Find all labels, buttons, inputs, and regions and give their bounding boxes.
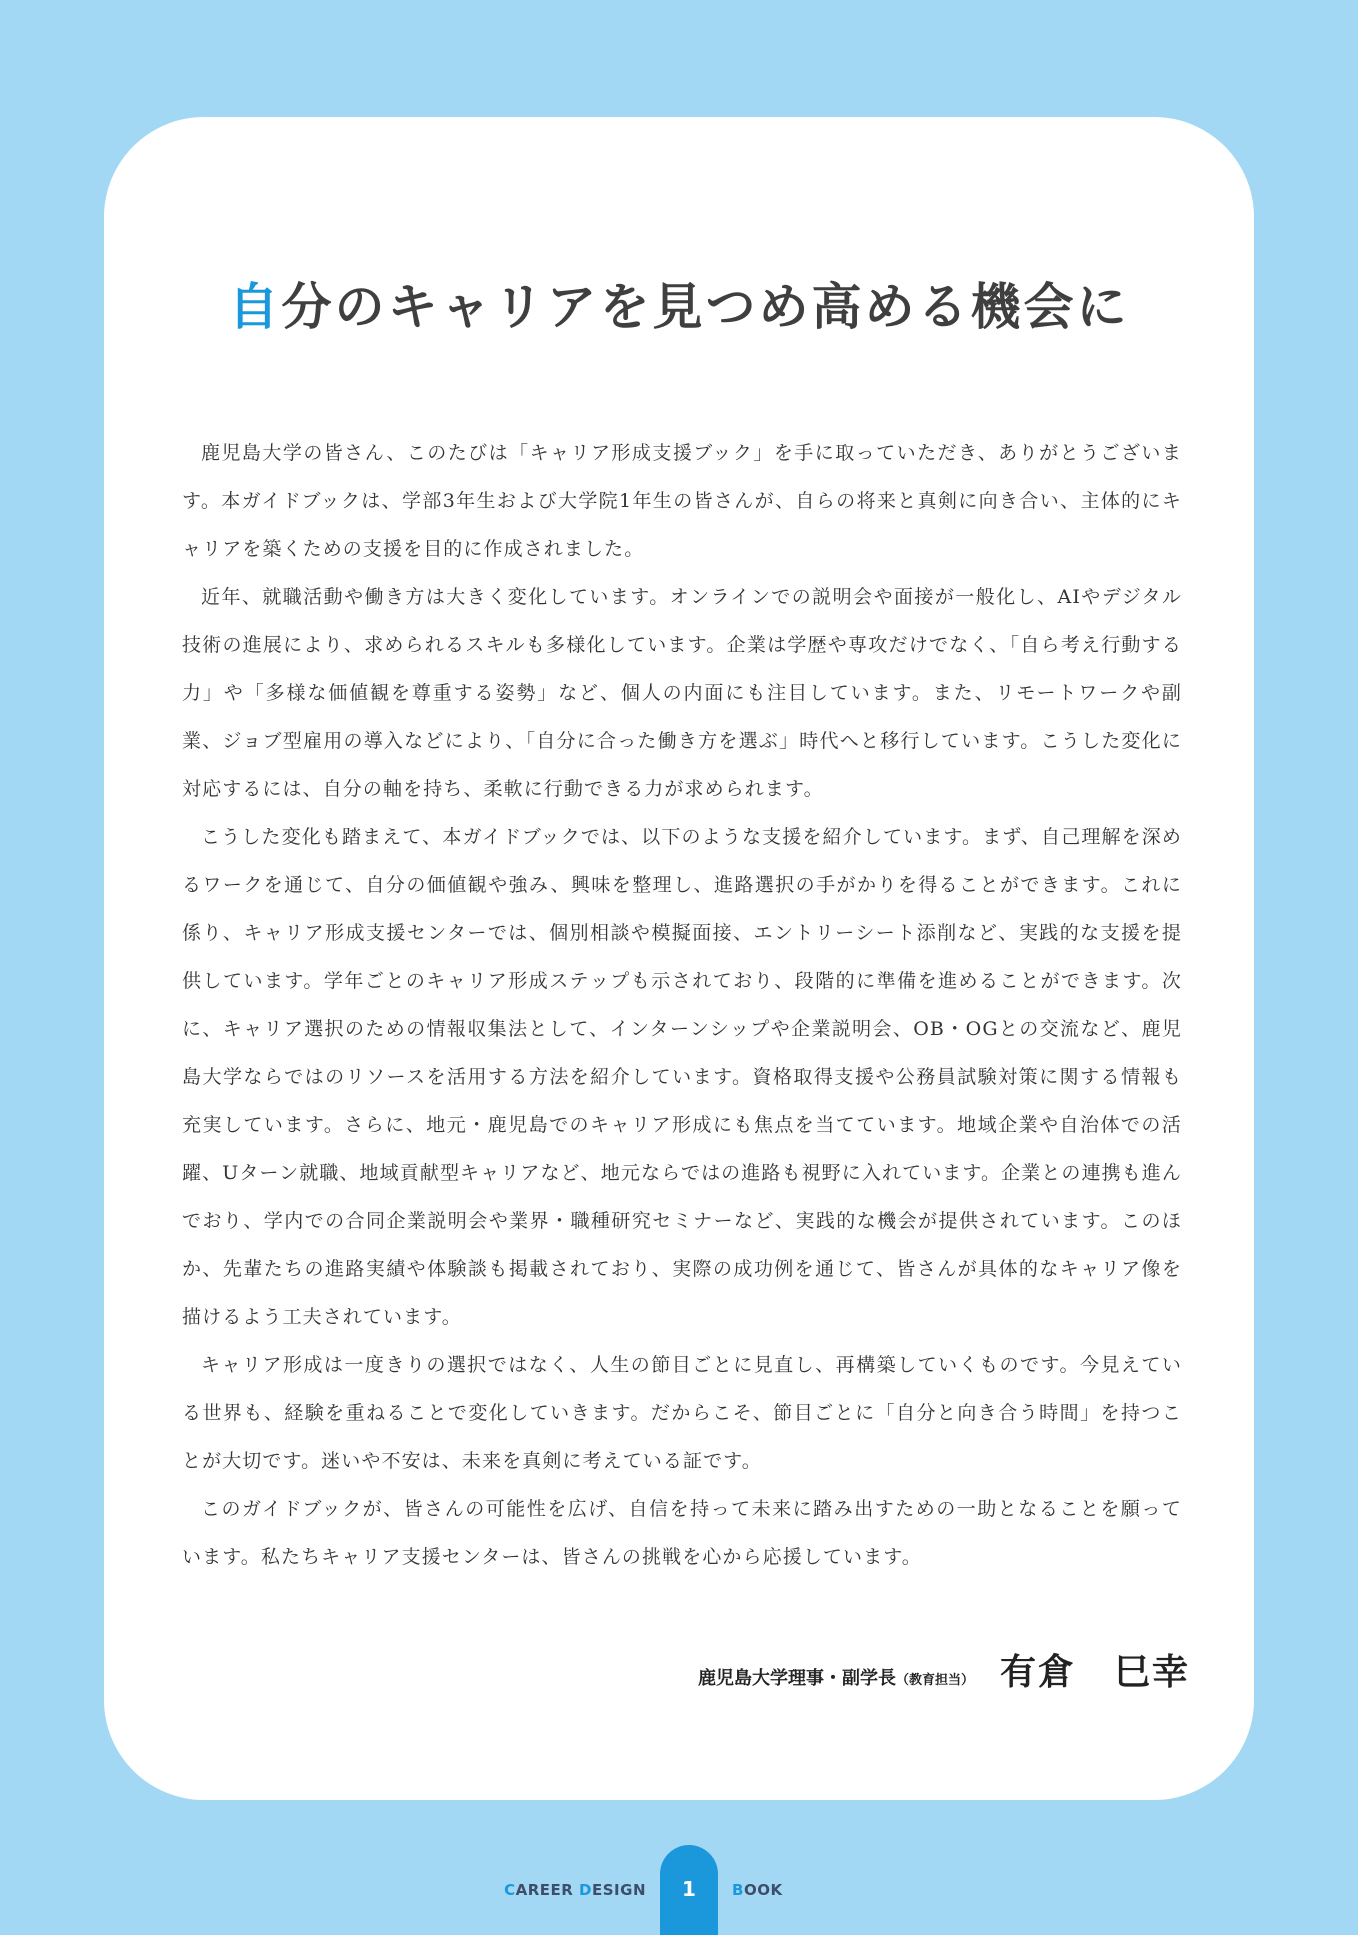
title-text: 分のキャリアを見つめ高める機会に: [281, 278, 1130, 336]
footer-text-ook: OOK: [743, 1881, 783, 1899]
page-title: [104, 267, 1254, 339]
footer-brand-left: [504, 1881, 646, 1899]
content-card: [104, 117, 1254, 1800]
paragraph-2: 近年、就職活動や働き方は大きく変化しています。オンラインでの説明会や面接が一般化し、AIやデジタル技術の進展により、求められるスキルも多様化しています。企業は学歴や専攻だけでなく、「自ら考え行動する力」や「多様な価値観を尊重する姿勢」など、個人の内面にも注目しています。また、リモートワークや副業、ジョブ型雇用の導入などにより、「自分に合った働き方を選ぶ」時代へと移行しています。こうした変化に対応するには、自分の軸を持ち、柔軟に行動できる力が求められます。: [182, 586, 1182, 800]
paragraph-1: 鹿児島大学の皆さん、このたびは「キャリア形成支援ブック」を手に取っていただき、ありがとうございます。本ガイドブックは、学部3年生および大学院1年生の皆さんが、自らの将来と真剣に向き合い、主体的にキャリアを築くための支援を目的に作成されました。: [182, 442, 1182, 560]
footer-letter-d: D: [579, 1881, 592, 1899]
footer-brand-right: [732, 1881, 783, 1899]
page-number: 1: [682, 1877, 696, 1901]
footer-letter-c: C: [504, 1881, 516, 1899]
paragraph-5: このガイドブックが、皆さんの可能性を広げ、自信を持って未来に踏み出すための一助となることを願っています。私たちキャリア支援センターは、皆さんの挑戦を心から応援しています。: [182, 1498, 1182, 1568]
title-accent-char: 自: [228, 278, 282, 336]
paragraph-4: キャリア形成は一度きりの選択ではなく、人生の節目ごとに見直し、再構築していくものです。今見えている世界も、経験を重ねることで変化していきます。だからこそ、節目ごとに「自分と向き合う時間」を持つことが大切です。迷いや不安は、未来を真剣に考えている証です。: [182, 1354, 1182, 1472]
message-body: [182, 429, 1182, 1581]
signature-organization: 鹿児島大学理事・副学長: [697, 1668, 896, 1689]
page-number-tab: [660, 1845, 718, 1935]
page-footer: [0, 1845, 1358, 1920]
signature-role-note: （教育担当）: [895, 1673, 974, 1688]
footer-text-esign: ESIGN: [592, 1881, 646, 1899]
signature: [698, 1644, 1190, 1695]
footer-text-areer: AREER: [515, 1881, 580, 1899]
signature-name: 有倉 巳幸: [999, 1652, 1190, 1693]
footer-letter-b: B: [732, 1881, 744, 1899]
paragraph-3: こうした変化も踏まえて、本ガイドブックでは、以下のような支援を紹介しています。まず、自己理解を深めるワークを通じて、自分の価値観や強み、興味を整理し、進路選択の手がかりを得ることができます。これに係り、キャリア形成支援センターでは、個別相談や模擬面接、エントリーシート添削など、実践的な支援を提供しています。学年ごとのキャリア形成ステップも示されており、段階的に準備を進めることができます。次に、キャリア選択のための情報収集法として、インターンシップや企業説明会、OB・OGとの交流など、鹿児島大学ならではのリソースを活用する方法を紹介しています。資格取得支援や公務員試験対策に関する情報も充実しています。さらに、地元・鹿児島でのキャリア形成にも焦点を当てています。地域企業や自治体での活躍、Uターン就職、地域貢献型キャリアなど、地元ならではの進路も視野に入れています。企業との連携も進んでおり、学内での合同企業説明会や業界・職種研究セミナーなど、実践的な機会が提供されています。このほか、先輩たちの進路実績や体験談も掲載されており、実際の成功例を通じて、皆さんが具体的なキャリア像を描けるよう工夫されています。: [182, 826, 1182, 1328]
